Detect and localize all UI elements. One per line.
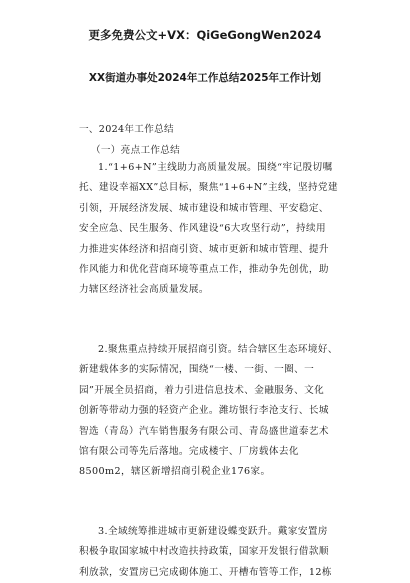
text-line: 2.聚焦重点持续开展招商引资。结合辖区生态环境好、 bbox=[98, 344, 338, 355]
text-line: 托、建设幸福XX”总目标，聚焦“1+6+N”主线，坚持党建 bbox=[79, 182, 338, 194]
text-line: 1.“1+6+N”主线助力高质量发展。围绕“牢记殷切嘱 bbox=[98, 162, 333, 173]
text-line: 创新等带动力强的轻资产企业。潍坊银行李沧支行、长城 bbox=[79, 405, 329, 417]
text-line: 3.全域统筹推进城市更新建设蝶变跃升。戴家安置房 bbox=[98, 526, 328, 537]
text-line: 积极争取国家城中村改造扶持政策，国家开发银行借款顺 bbox=[79, 546, 329, 558]
text-line: 引领，开展经济发展、城市建设和城市管理、平安稳定、 bbox=[79, 202, 329, 214]
paragraph-3 bbox=[79, 522, 349, 583]
text-line: 安全应急、民生服务、作风建设“6大攻坚行动”，持续用 bbox=[79, 223, 326, 235]
text-line: 园”开展全员招商，着力引进信息技术、金融服务、文化 bbox=[79, 384, 325, 396]
text-line: 馆有限公司等先后落地。完成楼宇、厂房载体去化 bbox=[79, 446, 299, 458]
text-line: 智选（青岛）汽车销售服务有限公司、青岛盛世道泰艺术 bbox=[79, 425, 329, 437]
section-heading: 一、2024年工作总结 bbox=[79, 124, 174, 135]
subsection-heading: （一）亮点工作总结 bbox=[91, 145, 181, 156]
text-line: 8500m2，辖区新增招商引税企业176家。 bbox=[79, 466, 271, 478]
text-line: 作风能力和优化营商环境等重点工作，推动争先创优，助 bbox=[79, 264, 329, 276]
text-line: 新建载体多的实际情况，围绕“一楼、一街、一圈、一 bbox=[79, 364, 315, 376]
promo-header: 更多免费公文+VX：QiGeGongWen2024 bbox=[88, 28, 322, 42]
paragraph-2 bbox=[79, 340, 349, 483]
document-title: XX街道办事处2024年工作总结2025年工作计划 bbox=[88, 72, 322, 84]
text-line: 力推进实体经济和招商引资、城市更新和城市管理、提升 bbox=[79, 243, 329, 255]
paragraph-1 bbox=[79, 158, 349, 301]
text-line: 利放款，安置房已完成砌体施工、开槽布管等工作，12栋 bbox=[79, 566, 332, 578]
text-line: 力辖区经济社会高质量发展。 bbox=[79, 284, 209, 296]
